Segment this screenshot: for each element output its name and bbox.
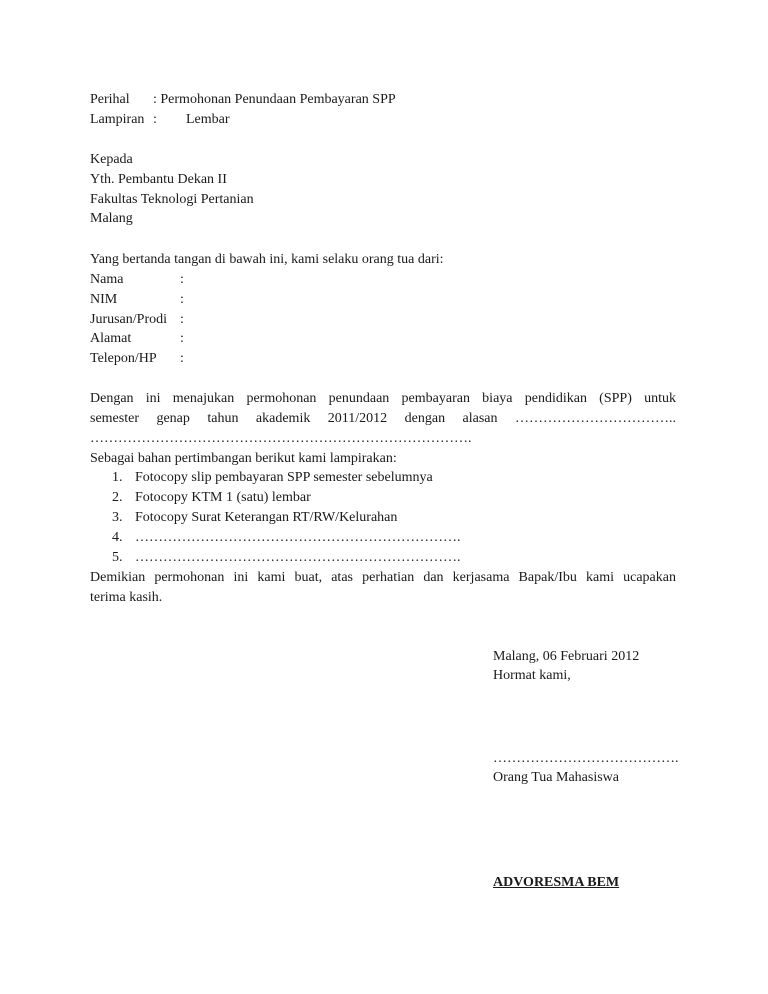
lampiran-value: Lembar [186, 112, 230, 127]
field-colon: : [180, 351, 184, 366]
body-line-2: semester genap tahun akademik 2011/2012 dengan alasan …………………………….. [90, 411, 676, 426]
list-item: Fotocopy slip pembayaran SPP semester sebelumnya [135, 470, 433, 485]
signature-line: …………………………………. [493, 751, 679, 766]
lampiran-colon: : [153, 112, 157, 127]
recipient-line-1: Kepada [90, 152, 133, 167]
closing-line-1: Demikian permohonan ini kami buat, atas perhatian dan kerjasama Bapak/Ibu kami ucapakan [90, 570, 676, 585]
perihal-label: Perihal [90, 92, 130, 107]
body-line-1: Dengan ini menajukan permohonan penundaan pembayaran biaya pendidikan (SPP) untuk [90, 391, 676, 406]
organization-name: ADVORESMA BEM [493, 875, 620, 890]
field-label-telepon: Telepon/HP [90, 351, 157, 366]
field-colon: : [180, 272, 184, 287]
perihal-value: : Permohonan Penundaan Pembayaran SPP [153, 92, 396, 107]
field-label-jurusan: Jurusan/Prodi [90, 312, 167, 327]
list-item-number: 5. [112, 550, 123, 565]
list-item: ……………………………………………………………. [135, 550, 461, 565]
identity-fields [90, 270, 290, 370]
field-colon: : [180, 312, 184, 327]
lampiran-label: Lampiran [90, 112, 145, 127]
body-line-3: ………………………………………………………………………. [90, 431, 472, 446]
closing-line-2: terima kasih. [90, 590, 163, 605]
signer-name: Orang Tua Mahasiswa [493, 770, 619, 785]
recipient-line-4: Malang [90, 211, 133, 226]
list-item: Fotocopy KTM 1 (satu) lembar [135, 490, 311, 505]
place-date: Malang, 06 Februari 2012 [493, 649, 640, 664]
list-item: Fotocopy Surat Keterangan RT/RW/Kelurahan [135, 510, 398, 525]
intro-text: Yang bertanda tangan di bawah ini, kami selaku orang tua dari: [90, 252, 444, 267]
list-item-number: 4. [112, 530, 123, 545]
field-colon: : [180, 292, 184, 307]
greeting: Hormat kami, [493, 668, 571, 683]
field-label-alamat: Alamat [90, 331, 132, 346]
list-item: ……………………………………………………………. [135, 530, 461, 545]
recipient-line-2: Yth. Pembantu Dekan II [90, 172, 227, 187]
field-colon: : [180, 331, 184, 346]
list-item-number: 3. [112, 510, 123, 525]
list-item-number: 1. [112, 470, 123, 485]
field-label-nama: Nama [90, 272, 124, 287]
recipient-line-3: Fakultas Teknologi Pertanian [90, 192, 254, 207]
attachments-intro: Sebagai bahan pertimbangan berikut kami lampirakan: [90, 451, 397, 466]
field-label-nim: NIM [90, 292, 118, 307]
list-item-number: 2. [112, 490, 123, 505]
